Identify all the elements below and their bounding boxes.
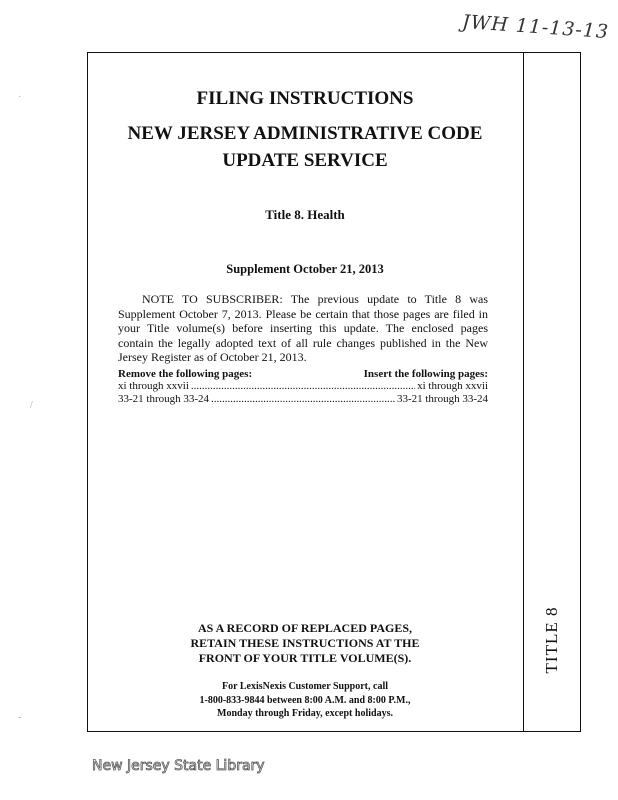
record-line: AS A RECORD OF REPLACED PAGES, [197,621,413,635]
dot-leader [191,380,415,392]
page-row [118,393,488,406]
subtitle-line-1: NEW JERSEY ADMINISTRATIVE CODE [127,123,483,144]
dot-leader [211,393,395,405]
note-text: NOTE TO SUBSCRIBER: The previous update to Title 8 was Supplement October 7, 2013. Please be certain that those pages are filed in your Title volume(s) before inserting this update. The enclosed pages contain the legally adopted text of all rule changes published in the New Jersey Register as of October 21, 2013. [118,292,488,365]
remove-pages: xi through xxvii [118,380,189,392]
insert-pages: 33-21 through 33-24 [396,393,488,405]
record-instructions [88,621,522,666]
library-watermark: New Jersey State Library [92,758,265,774]
supplement-date: Supplement October 21, 2013 [226,262,384,276]
record-line: FRONT OF YOUR TITLE VOLUME(S). [198,651,412,665]
support-line: For LexisNexis Customer Support, call [221,681,388,692]
scan-speck: / [30,400,33,411]
insert-heading: Insert the following pages: [363,368,488,380]
remove-pages: 33-21 through 33-24 [118,393,210,405]
record-line: RETAIN THESE INSTRUCTIONS AT THE [190,636,420,650]
page-title: FILING INSTRUCTIONS [196,88,414,109]
insert-pages: xi through xxvii [417,380,488,392]
scan-speck: · [18,92,22,103]
page-row [118,380,488,393]
subtitle-line-2: UPDATE SERVICE [222,150,388,171]
support-info [88,680,522,721]
subscriber-note [118,292,488,365]
side-label: TITLE 8 [542,606,561,674]
remove-heading: Remove the following pages: [118,368,253,380]
support-line: 1-800-833-9844 between 8:00 A.M. and 8:00 P.M., [199,694,411,706]
handwritten-initials-date: JWH 11-13-13 [461,10,610,44]
title-number: Title 8. Health [265,207,345,222]
scan-speck: - [18,712,22,723]
side-tab [523,560,581,720]
support-line: Monday through Friday, except holidays. [217,708,393,719]
